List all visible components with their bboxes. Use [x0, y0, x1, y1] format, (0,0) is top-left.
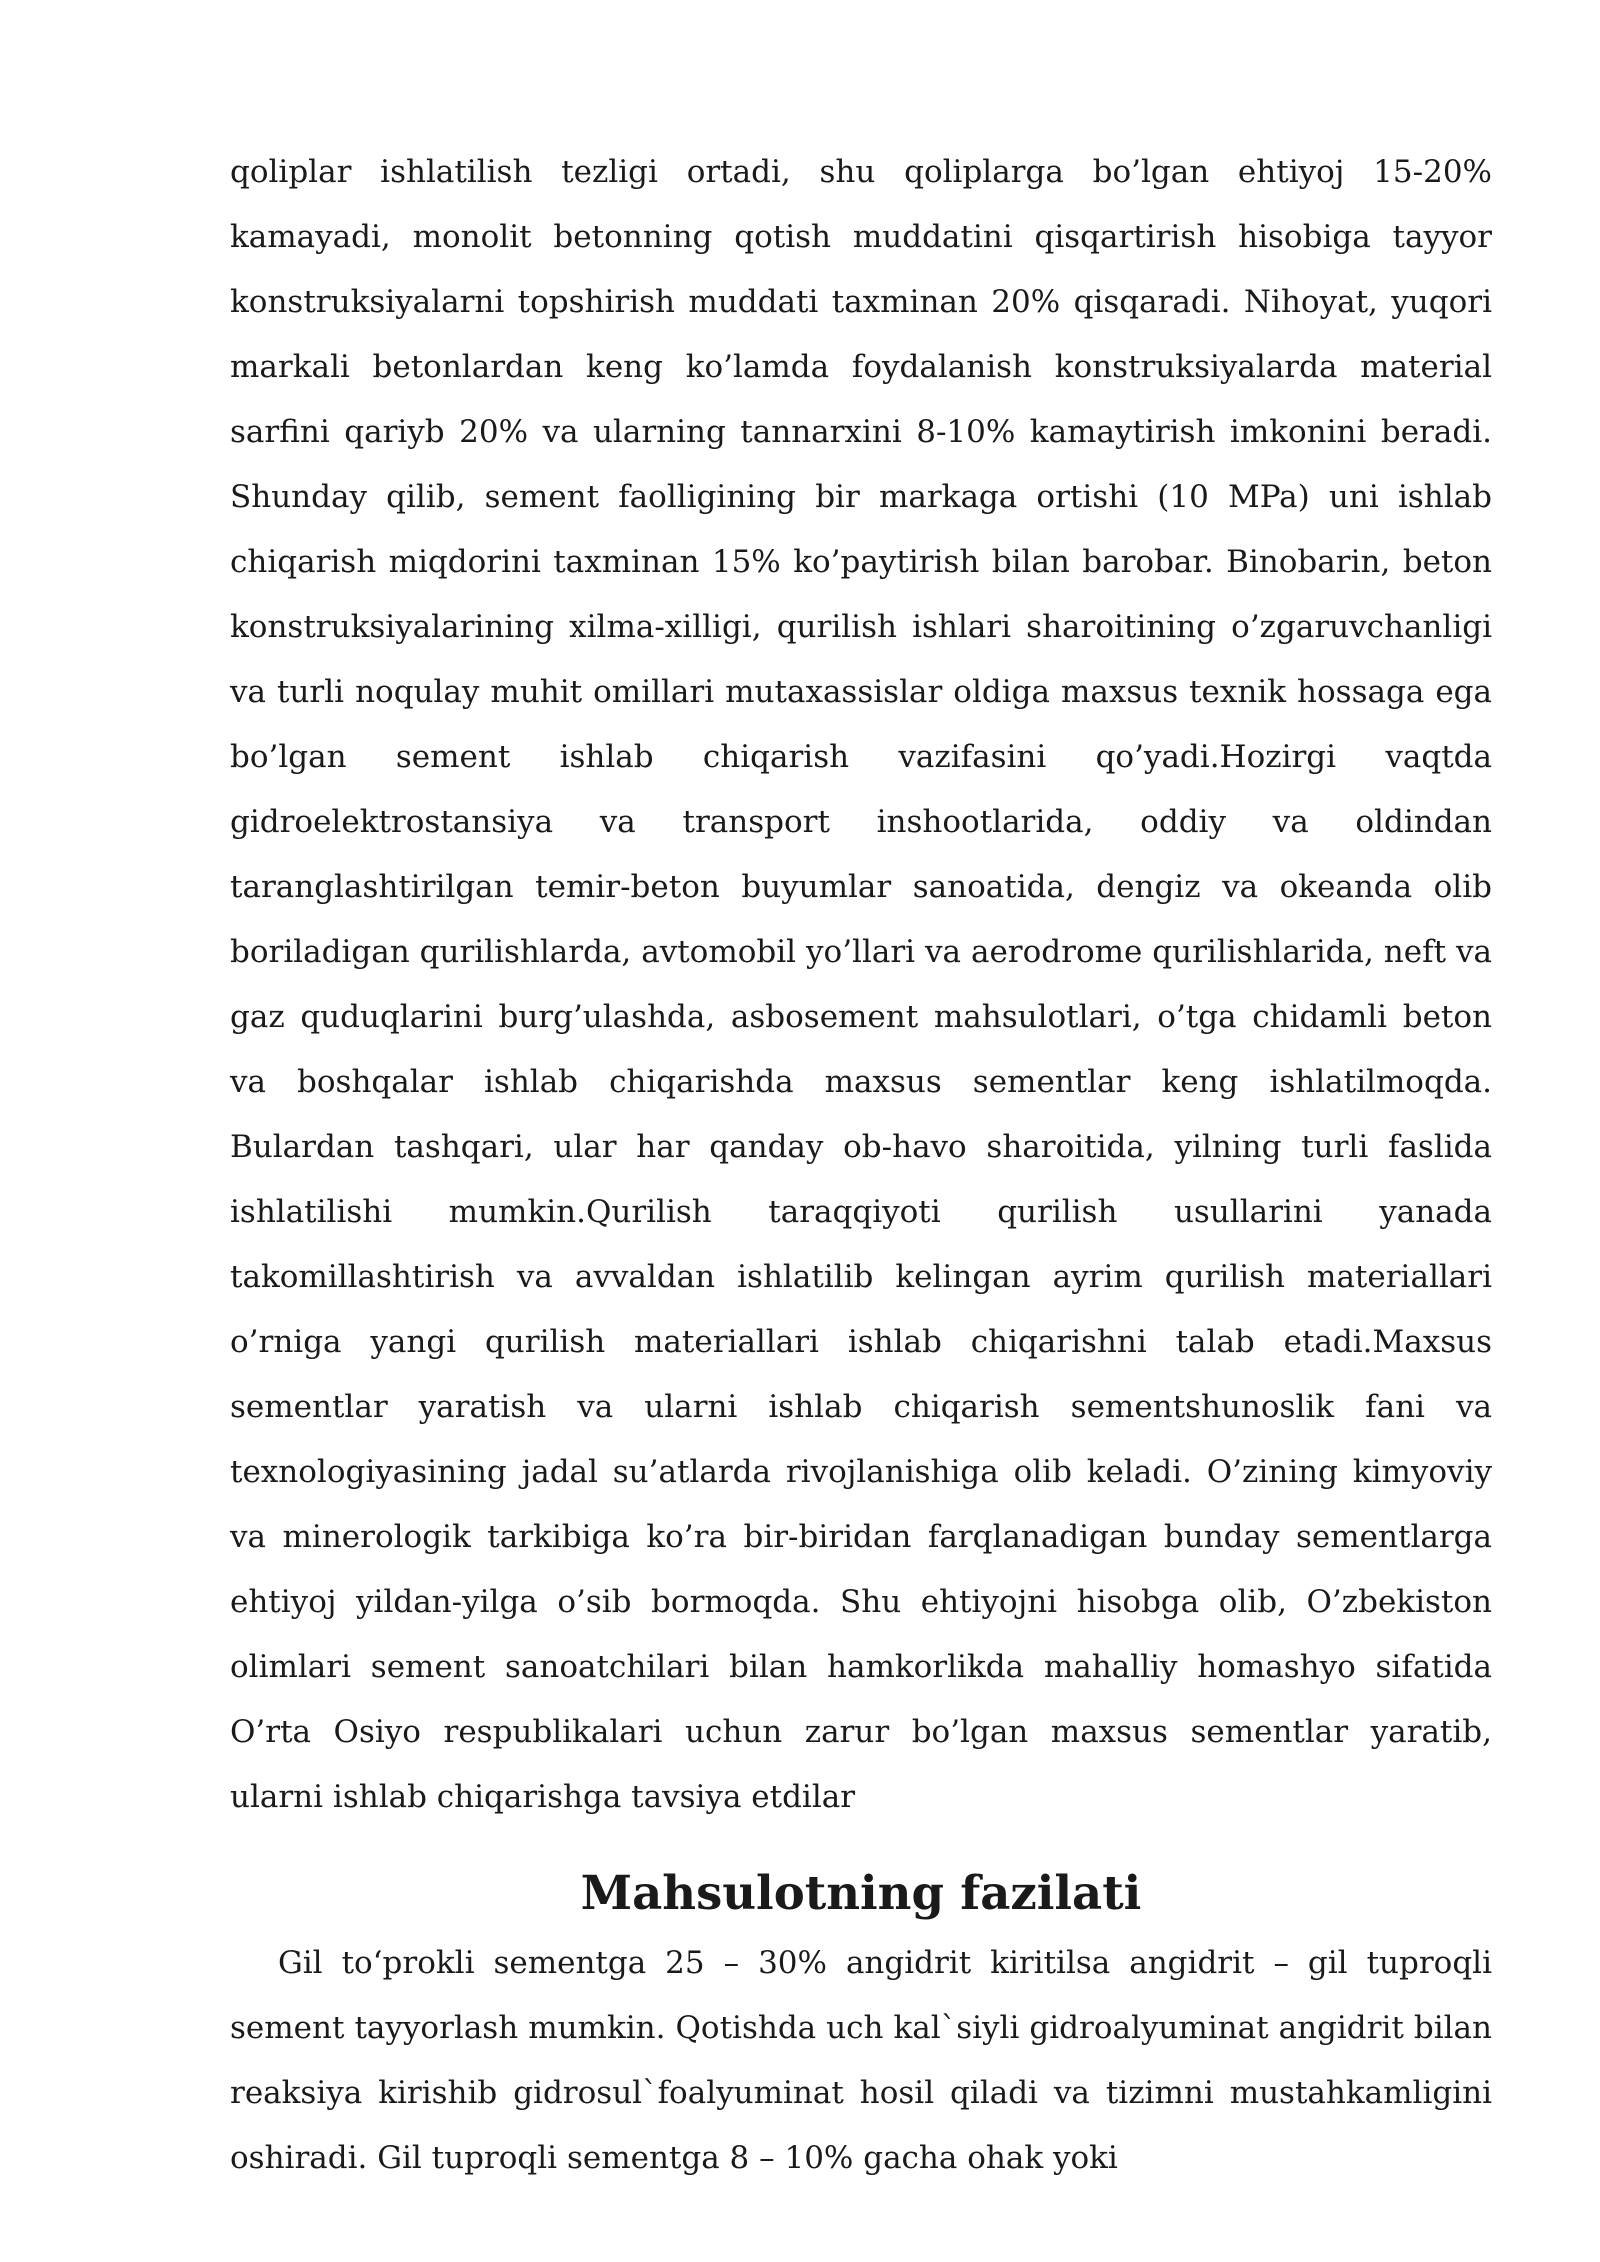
document-page	[230, 140, 1492, 2191]
body-paragraph-1: qoliplar ishlatilish tezligi ortadi, shu qoliplarga bo’lgan ehtiyoj 15-20% kamayadi, monolit betonning qotish muddatini qisqartirish hisobiga tayyor konstruksiyalarni topshirish muddati taxminan 20% qisqaradi. Nihoyat, yuqori markali betonlardan keng ko’lamda foydalanish konstruksiyalarda material sarfini qariyb 20% va ularning tannarxini 8-10% kamaytirish imkonini beradi. Shunday qilib, sement faolligining bir markaga ortishi (10 MPa) uni ishlab chiqarish miqdorini taxminan 15% ko’paytirish bilan barobar. Binobarin, beton konstruksiyalarining xilma-xilligi, qurilish ishlari sharoitining o’zgaruvchanligi va turli noqulay muhit omillari mutaxassislar oldiga maxsus texnik hossaga ega bo’lgan sement ishlab chiqarish vazifasini qo’yadi.Hozirgi vaqtda gidroelektrostansiya va transport inshootlarida, oddiy va oldindan taranglashtirilgan temir-beton buyumlar sanoatida, dengiz va okeanda olib boriladigan qurilishlarda, avtomobil yo’llari va aerodrome qurilishlarida, neft va gaz quduqlarini burg’ulashda, asbosement mahsulotlari, o’tga chidamli beton va boshqalar ishlab chiqarishda maxsus sementlar keng ishlatilmoqda. Bulardan tashqari, ular har qanday ob-havo sharoitida, yilning turli faslida ishlatilishi mumkin.Qurilish taraqqiyoti qurilish usullarini yanada takomillashtirish va avvaldan ishlatilib kelingan ayrim qurilish materiallari o’rniga yangi qurilish materiallari ishlab chiqarishni talab etadi.Maxsus sementlar yaratish va ularni ishlab chiqarish sementshunoslik fani va texnologiyasining jadal su’atlarda rivojlanishiga olib keladi. O’zining kimyoviy va minerologik tarkibiga ko’ra bir-biridan farqlanadigan bunday sementlarga ehtiyoj yildan-yilga o’sib bormoqda. Shu ehtiyojni hisobga olib, O’zbekiston olimlari sement sanoatchilari bilan hamkorlikda mahalliy homashyo sifatida O’rta Osiyo respublikalari uchun zarur bo’lgan maxsus sementlar yaratib, ularni ishlab chiqarishga tavsiya etdilar	[230, 154, 1492, 1815]
section-heading: Mahsulotning fazilati	[580, 1865, 1142, 1920]
body-paragraph-2: Gil to‘prokli sementga 25 – 30% angidrit kiritilsa angidrit – gil tuproqli sement tayyorlash mumkin. Qotishda uch kal`siyli gidroalyuminat angidrit bilan reaksiya kirishib gidrosul`foalyuminat hosil qiladi va tizimni mustahkamligini oshiradi. Gil tuproqli sementga 8 – 10% gacha ohak yoki	[230, 1945, 1492, 2176]
